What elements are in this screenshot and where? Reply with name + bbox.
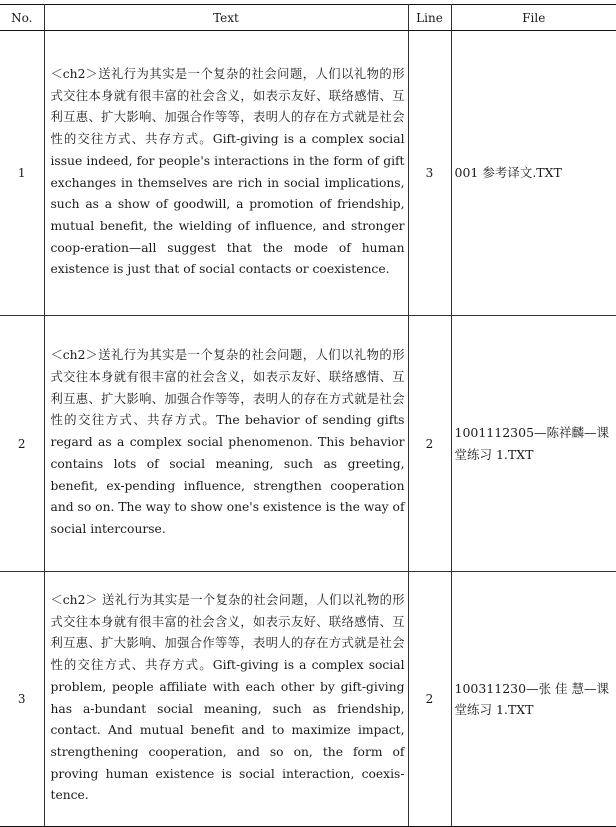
row-file: 001 参考译文.TXT (451, 31, 616, 316)
header-text: Text (44, 5, 408, 31)
header-no: No. (0, 5, 44, 31)
table-row (0, 31, 616, 316)
row-text: ＜ch2＞送礼行为其实是一个复杂的社会问题，人们以礼物的形式交往本身就有很丰富的社会含义，如表示友好、联络感情、互利互惠、扩大影响、加强合作等等，表明人的存在方式就是社会性的交往方式、共存方式。The behavior of sending gifts regard as a complex social phenomenon. This behavior contains lots of social meaning, such as greeting, benefit, ex-pending influence, strengthen cooperation and so on. The way to show one's existence is the way of social intercourse. (44, 316, 408, 572)
table-row (0, 572, 616, 827)
row-file: 1001112305—陈祥麟—课堂练习 1.TXT (451, 316, 616, 572)
row-line: 3 (408, 31, 451, 316)
corpus-table (0, 4, 616, 827)
table-body (0, 31, 616, 827)
row-line: 2 (408, 572, 451, 827)
row-file: 100311230—张 佳 慧—课堂练习 1.TXT (451, 572, 616, 827)
table-row (0, 316, 616, 572)
row-number: 2 (0, 316, 44, 572)
header-line: Line (408, 5, 451, 31)
row-text: ＜ch2＞ 送礼行为其实是一个复杂的社会问题，人们以礼物的形式交往本身就有很丰富的社会含义，如表示友好、联络感情、互利互惠、扩大影响、加强合作等等，表明人的存在方式就是社会性的交往方式、共存方式。Gift-giving is a complex social problem, people affiliate with each other by gift-giving has a-bundant social meaning, such as friendship, contact. And mutual benefit and to maximize impact, strengthening cooperation, and so on, the form of proving human existence is social interaction, coexis-tence. (44, 572, 408, 827)
row-line: 2 (408, 316, 451, 572)
row-text: ＜ch2＞送礼行为其实是一个复杂的社会问题，人们以礼物的形式交往本身就有很丰富的社会含义，如表示友好、联络感情、互利互惠、扩大影响、加强合作等等，表明人的存在方式就是社会性的交往方式、共存方式。Gift-giving is a complex social issue indeed, for people's interactions in the form of gift exchanges in themselves are rich in social implications, such as a show of goodwill, a promotion of friendship, mutual benefit, the wielding of influence, and stronger coop-eration—all suggest that the mode of human existence is just that of social contacts or coexistence. (44, 31, 408, 316)
header-file: File (451, 5, 616, 31)
header-row (0, 5, 616, 31)
table-header (0, 5, 616, 31)
row-number: 1 (0, 31, 44, 316)
row-number: 3 (0, 572, 44, 827)
